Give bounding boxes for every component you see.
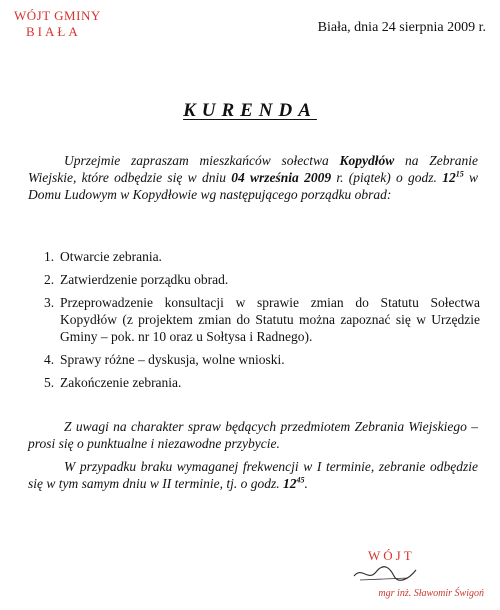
intro-text-4: w Domu Ludowym w Kopydłowie wg następującego porządku obrad: [28, 170, 478, 202]
meeting-minutes: 15 [455, 169, 464, 179]
quorum-note [28, 458, 478, 492]
punctuality-note [28, 418, 478, 452]
document-title: KURENDA [183, 100, 317, 121]
intro-paragraph [28, 152, 478, 203]
intro-text-2: na Zebranie Wiejskie, które odbędzie się w dniu [28, 153, 478, 185]
agenda-text: Przeprowadzenie konsultacji w sprawie zmian do Statutu Sołectwa Kopydłów (z projektem zmian do Statutu można zapoznać się w Urzędzie Gminy – pok. nr 10 oraz u Sołtysa i Radnego). [60, 295, 480, 344]
stamp-line-1: WÓJT GMINY [14, 8, 101, 23]
agenda-number: 4. [44, 352, 55, 367]
office-stamp [14, 8, 101, 40]
second-term-minutes: 45 [296, 475, 305, 485]
agenda-text: Zakończenie zebrania. [60, 375, 182, 390]
intro-text-1: Uprzejmie zapraszam mieszkańców sołectwa [64, 153, 340, 168]
stamp-line-2: BIAŁA [26, 24, 81, 39]
agenda-text: Otwarcie zebrania. [60, 249, 162, 264]
agenda-item [44, 374, 480, 391]
village-name: Kopydłów [339, 153, 395, 168]
meeting-hour: $12^{15}$ [442, 169, 464, 185]
agenda-item [44, 351, 480, 368]
agenda-text: Zatwierdzenie porządku obrad. [60, 272, 229, 287]
agenda-number: 1. [44, 249, 55, 264]
signatory-name: mgr inż. Sławomir Świgoń [378, 588, 484, 599]
quorum-end: . [304, 476, 308, 491]
meeting-date: 04 września 2009 [231, 170, 332, 185]
agenda-number: 3. [44, 295, 55, 310]
agenda-number: 5. [44, 375, 55, 390]
punctuality-text: Z uwagi na charakter spraw będących przedmiotem Zebrania Wiejskiego – prosi się o punktualne i niezawodne przybycie. [28, 419, 478, 451]
place-date: Biała, dnia 24 sierpnia 2009 r. [317, 20, 486, 35]
agenda-item [44, 248, 480, 265]
second-term-hour: $12^{45}$ [282, 475, 305, 491]
handwritten-signature [350, 560, 420, 586]
agenda-number: 2. [44, 272, 55, 287]
agenda-text: Sprawy różne – dyskusja, wolne wnioski. [60, 352, 285, 367]
quorum-text: W przypadku braku wymaganej frekwencji w I terminie, zebranie odbędzie się w tym samym dniu w II terminie, tj. o godz. [28, 459, 478, 491]
agenda-list [44, 248, 480, 397]
agenda-item [44, 294, 480, 345]
signature-stamp: WÓJT [368, 548, 415, 563]
agenda-item [44, 271, 480, 288]
intro-text-3: r. (piątek) o godz. [331, 170, 443, 185]
